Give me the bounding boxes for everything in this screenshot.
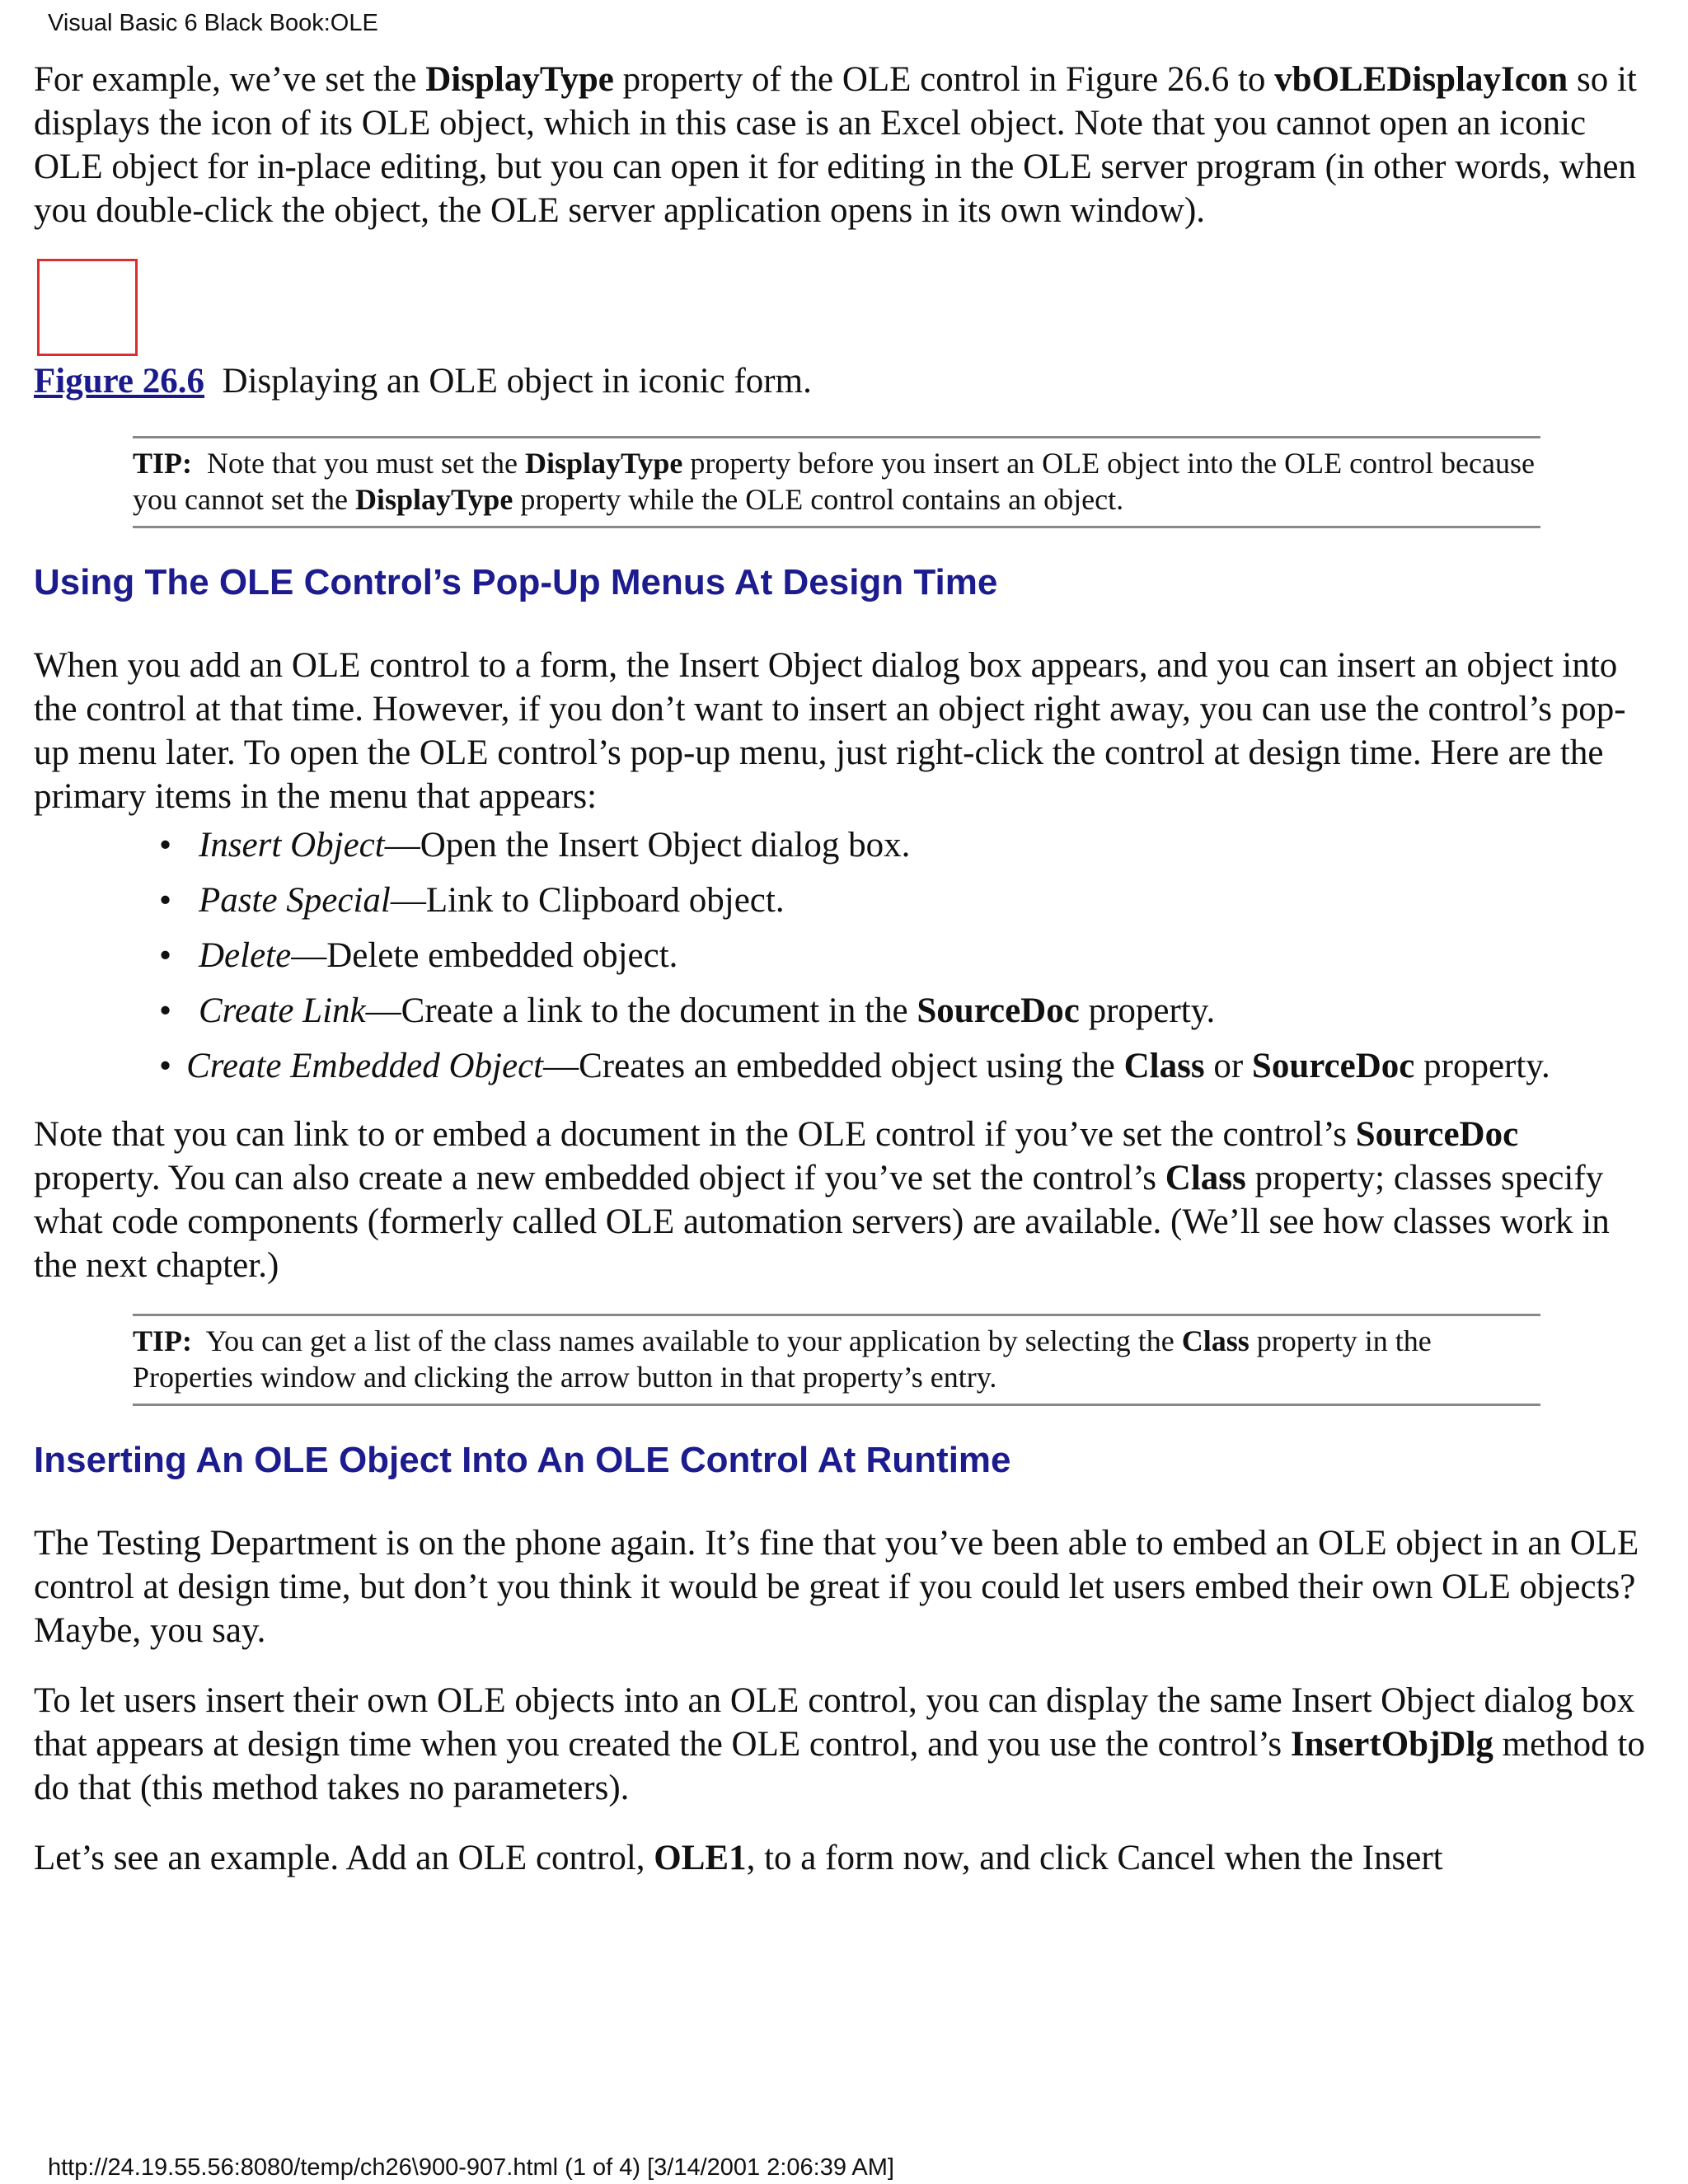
list-item: • Create Embedded Object—Creates an embedded object using the Class or SourceDoc property. [159, 1047, 1550, 1085]
insertobjdlg-paragraph: To let users insert their own OLE objects into an OLE control, you can display the same Insert Object dialog box that appears at design time when you created the OLE control, and you use the control’s InsertObjDlg method to do that (this method takes no parameters). [34, 1681, 1645, 1807]
figure-link[interactable]: Figure 26.6 [34, 362, 205, 401]
testing-department-paragraph: The Testing Department is on the phone again. It’s fine that you’ve been able to embed an OLE object in an OLE control at design time, but don’t you think it would be great if you could let users embed their own OLE objects? Maybe, you say. [34, 1524, 1639, 1650]
list-item: • Paste Special—Link to Clipboard object. [159, 881, 785, 920]
tip-label: TIP: [133, 447, 192, 480]
tip-box-class-names: TIP: You can get a list of the class names available to your application by selecting the Class property in the Properties window and clicking the arrow button in that property’s entry. [133, 1314, 1540, 1406]
list-item: • Insert Object—Open the Insert Object dialog box. [159, 826, 911, 865]
intro-paragraph: For example, we’ve set the DisplayType property of the OLE control in Figure 26.6 to vbOLEDisplayIcon so it displays the icon of its OLE object, which in this case is an Excel object. Note that you cannot open an iconic OLE object for in-place editing, but you can open it for editing in the OLE server program (in other words, when you double-click the object, the OLE server application opens in its own window). [34, 60, 1637, 230]
tip-box-displaytype: TIP: Note that you must set the DisplayType property before you insert an OLE object into the OLE control because you cannot set the DisplayType property while the OLE control contains an object. [133, 436, 1540, 528]
example-paragraph: Let’s see an example. Add an OLE control, OLE1, to a form now, and click Cancel when the Insert [34, 1839, 1443, 1877]
figure-image-placeholder[interactable] [37, 259, 138, 356]
page-header: Visual Basic 6 Black Book:OLE [48, 10, 378, 36]
sourcedoc-class-paragraph: Note that you can link to or embed a document in the OLE control if you’ve set the control’s SourceDoc property. You can also create a new embedded object if you’ve set the control’s Class property; classes specify what code components (formerly called OLE automation servers) are available. (We’ll see how classes work in the next chapter.) [34, 1115, 1610, 1285]
tip-label: TIP: [133, 1324, 192, 1357]
figure-caption: Figure 26.6 Displaying an OLE object in iconic form. [34, 362, 812, 401]
popup-menu-items-list [34, 823, 1649, 1088]
section-heading-popup-menus: Using The OLE Control’s Pop-Up Menus At Design Time [34, 562, 998, 602]
popup-menus-paragraph: When you add an OLE control to a form, the Insert Object dialog box appears, and you can insert an object into the control at that time. However, if you don’t want to insert an object right away, you can use the control’s pop-up menu later. To open the OLE control’s pop-up menu, just right-click the control at design time. Here are the primary items in the menu that appears: [34, 646, 1626, 816]
section-heading-runtime-insert: Inserting An OLE Object Into An OLE Control At Runtime [34, 1440, 1011, 1480]
document-body [34, 58, 1649, 1906]
list-item: • Delete—Delete embedded object. [159, 936, 678, 975]
list-item: • Create Link—Create a link to the document in the SourceDoc property. [159, 991, 1216, 1030]
page-footer-url: http://24.19.55.56:8080/temp/ch26\900-907.html (1 of 4) [3/14/2001 2:06:39 AM] [48, 2154, 894, 2181]
